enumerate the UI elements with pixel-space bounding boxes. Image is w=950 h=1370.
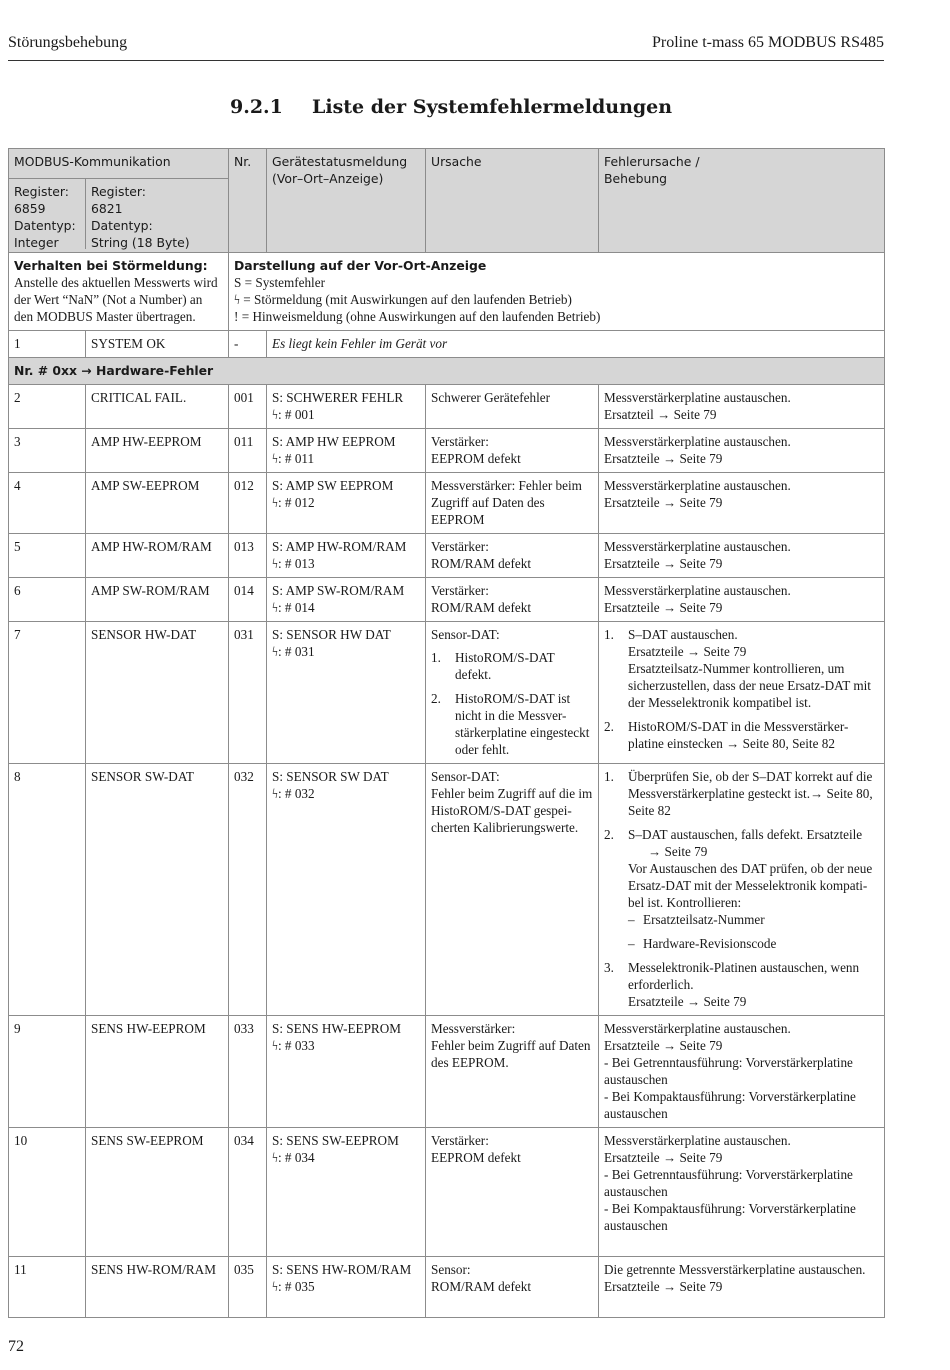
header-cause: Ursache bbox=[426, 149, 599, 253]
row-status bbox=[267, 1016, 426, 1128]
remedy-line: Ersatzteil → Seite 79 bbox=[604, 407, 717, 422]
header-reg1-type-label: Datentyp: bbox=[14, 218, 76, 233]
row-cause bbox=[426, 1257, 599, 1318]
header-register-2 bbox=[85, 179, 195, 249]
row-register-string: SENS HW-ROM/RAM bbox=[86, 1257, 229, 1318]
remedy-line: Ersatzteile → Seite 79 bbox=[604, 600, 723, 615]
cause-line: Sensor-DAT: bbox=[431, 769, 500, 784]
cause-line: Zugriff auf Daten des bbox=[431, 495, 545, 510]
behavior-text-3: den MODBUS Master übertragen. bbox=[14, 309, 196, 324]
step-number: 1. bbox=[431, 650, 441, 665]
cause-line: EEPROM defekt bbox=[431, 1150, 521, 1165]
section-number: 9.2.1 bbox=[230, 96, 283, 118]
row-register-string: SENSOR SW-DAT bbox=[86, 764, 229, 1016]
status-line: S: AMP SW-ROM/RAM bbox=[272, 583, 405, 598]
remedy-line: Ersatzteile → Seite 79 bbox=[604, 1279, 723, 1294]
remedy-line: Messverstärkerplatine austauschen. bbox=[604, 390, 791, 405]
status-line: ϟ: # 011 bbox=[272, 451, 315, 466]
row-nr: 034 bbox=[229, 1128, 267, 1257]
row-remedy bbox=[599, 622, 885, 764]
status-line: S: SENSOR SW DAT bbox=[272, 769, 389, 784]
behavior-text-2: der Wert “NaN” (Not a Number) an bbox=[14, 292, 203, 307]
cause-line: Sensor: bbox=[431, 1262, 471, 1277]
header-reg2-label: Register: bbox=[91, 184, 146, 199]
row-cause bbox=[426, 622, 599, 764]
header-reg1-type: Integer bbox=[14, 235, 59, 250]
step-line: Messelektronik-Platinen austauschen, wenn bbox=[628, 960, 860, 975]
row-status bbox=[267, 429, 426, 473]
remedy-line: Messverstärkerplatine austauschen. bbox=[604, 539, 791, 554]
row-remedy bbox=[599, 1257, 885, 1318]
status-line: ϟ: # 014 bbox=[272, 600, 315, 615]
remedy-line: Ersatzteile → Seite 79 bbox=[604, 556, 723, 571]
remedy-line: Messverstärkerplatine austauschen. bbox=[604, 1021, 791, 1036]
row-nr: 031 bbox=[229, 622, 267, 764]
cause-steps bbox=[431, 649, 593, 758]
step-line: Ersatzteile → Seite 79 bbox=[628, 994, 747, 1009]
row-remedy bbox=[599, 534, 885, 578]
cause-line: Schwerer Gerätefehler bbox=[431, 390, 550, 405]
row-status bbox=[267, 534, 426, 578]
cause-line: Messverstärker: Fehler beim bbox=[431, 478, 582, 493]
cause-line: Fehler beim Zugriff auf die im bbox=[431, 786, 593, 801]
step-number: 1. bbox=[604, 627, 614, 642]
table-row bbox=[9, 429, 885, 473]
status-line: ϟ: # 033 bbox=[272, 1038, 315, 1053]
header-reg2-type-label: Datentyp: bbox=[91, 218, 153, 233]
step-line: S–DAT austauschen. bbox=[628, 627, 738, 642]
status-line: S: SCHWERER FEHLR bbox=[272, 390, 404, 405]
row-register-int: 10 bbox=[9, 1128, 86, 1257]
row-nr: 001 bbox=[229, 385, 267, 429]
row-register-int: 11 bbox=[9, 1257, 86, 1318]
row-remedy bbox=[599, 578, 885, 622]
group-row-hardware bbox=[9, 358, 885, 385]
cause-line: ROM/RAM defekt bbox=[431, 556, 532, 571]
row-status bbox=[267, 578, 426, 622]
status-line: S: SENS HW-EEPROM bbox=[272, 1021, 401, 1036]
row-remedy bbox=[599, 1016, 885, 1128]
row-nr: 013 bbox=[229, 534, 267, 578]
status-line: S: SENS HW-ROM/RAM bbox=[272, 1262, 412, 1277]
remedy-line: - Bei Getrenntausführung: Vorverstärkerplatine bbox=[604, 1055, 853, 1070]
remedy-step bbox=[604, 768, 879, 819]
remedy-step bbox=[604, 826, 879, 952]
step-line: Ersatz-DAT mit der Messelektronik kompati- bbox=[628, 878, 868, 893]
row-nr: 032 bbox=[229, 764, 267, 1016]
header-modbus bbox=[9, 149, 229, 253]
check-item bbox=[628, 935, 879, 952]
step-line: sicherzustellen, dass der neue Ersatz-DAT mit bbox=[628, 678, 871, 693]
row-register-string: SENS HW-EEPROM bbox=[86, 1016, 229, 1128]
step-line: Überprüfen Sie, ob der S–DAT korrekt auf die bbox=[628, 769, 873, 784]
remedy-line: - Bei Kompaktausführung: Vorverstärkerplatine bbox=[604, 1089, 856, 1104]
remedy-line: Messverstärkerplatine austauschen. bbox=[604, 434, 791, 449]
remedy-line: Ersatzteile → Seite 79 bbox=[604, 1038, 723, 1053]
table-row bbox=[9, 1128, 885, 1257]
step-line: der Messelektronik kompatibel ist. bbox=[628, 695, 812, 710]
row-register-int: 2 bbox=[9, 385, 86, 429]
display-legend-cell bbox=[229, 253, 885, 331]
row-remedy bbox=[599, 764, 885, 1016]
remedy-line: - Bei Getrenntausführung: Vorverstärkerplatine bbox=[604, 1167, 853, 1182]
row-register-int: 3 bbox=[9, 429, 86, 473]
remedy-line: Messverstärkerplatine austauschen. bbox=[604, 583, 791, 598]
row-status bbox=[267, 1257, 426, 1318]
step-number: 2. bbox=[604, 719, 614, 734]
page-number: 72 bbox=[8, 1338, 24, 1355]
status-line: ϟ: # 013 bbox=[272, 556, 315, 571]
row-remedy bbox=[599, 429, 885, 473]
step-line: Messverstärkerplatine gesteckt ist.→ Seite 80, bbox=[628, 786, 873, 801]
behavior-row bbox=[9, 253, 885, 331]
header-register-1 bbox=[9, 179, 85, 249]
row-cause bbox=[426, 578, 599, 622]
step-number: 1. bbox=[604, 769, 614, 784]
remedy-line: austauschen bbox=[604, 1072, 668, 1087]
page-header bbox=[8, 30, 884, 61]
step-line: stärkerplatine eingesteckt bbox=[455, 725, 590, 740]
header-product: Proline t-mass 65 MODBUS RS485 bbox=[651, 34, 884, 51]
step-line: platine einstecken → Seite 80, Seite 82 bbox=[628, 736, 835, 751]
remedy-line: austauschen bbox=[604, 1218, 668, 1233]
status-line: S: SENS SW-EEPROM bbox=[272, 1133, 399, 1148]
row-register-int: 1 bbox=[9, 331, 86, 358]
row-cause bbox=[426, 385, 599, 429]
table-row bbox=[9, 578, 885, 622]
cause-line: Fehler beim Zugriff auf Daten bbox=[431, 1038, 591, 1053]
step-line: Seite 82 bbox=[628, 803, 671, 818]
step-line: → Seite 79 bbox=[648, 844, 708, 859]
table-row bbox=[9, 622, 885, 764]
system-error-table bbox=[8, 148, 885, 1318]
remedy-line: Ersatzteile → Seite 79 bbox=[604, 1150, 723, 1165]
cause-line: ROM/RAM defekt bbox=[431, 1279, 532, 1294]
step-line: erforderlich. bbox=[628, 977, 694, 992]
section-title-text: Liste der Systemfehlermeldungen bbox=[312, 96, 673, 118]
row-cause bbox=[426, 1016, 599, 1128]
remedy-steps bbox=[604, 768, 879, 1010]
display-legend-notice: ! = Hinweismeldung (ohne Auswirkungen auf den laufenden Betrieb) bbox=[234, 309, 601, 324]
header-reg1-value: 6859 bbox=[14, 201, 46, 216]
cause-line: Verstärker: bbox=[431, 539, 489, 554]
row-status bbox=[267, 1128, 426, 1257]
remedy-step bbox=[604, 718, 879, 752]
table-row bbox=[9, 473, 885, 534]
cause-line: Sensor-DAT: bbox=[431, 627, 500, 642]
row-cause bbox=[426, 534, 599, 578]
header-reg1-label: Register: bbox=[14, 184, 69, 199]
row-register-string: SENSOR HW-DAT bbox=[86, 622, 229, 764]
table-row bbox=[9, 534, 885, 578]
remedy-line: Ersatzteile → Seite 79 bbox=[604, 495, 723, 510]
remedy-step bbox=[604, 959, 879, 1010]
header-status-line1: Gerätestatusmeldung bbox=[272, 154, 408, 169]
header-reg2-value: 6821 bbox=[91, 201, 123, 216]
cause-line: HistoROM/S-DAT gespei- bbox=[431, 803, 572, 818]
row-register-int: 9 bbox=[9, 1016, 86, 1128]
row-register-string: SENS SW-EEPROM bbox=[86, 1128, 229, 1257]
remedy-line: austauschen bbox=[604, 1184, 668, 1199]
row-cause bbox=[426, 429, 599, 473]
header-remedy-line1: Fehlerursache / bbox=[604, 154, 700, 169]
step-line: Ersatzteilsatz-Nummer kontrollieren, um bbox=[628, 661, 845, 676]
dash-mark: – bbox=[628, 936, 635, 951]
row-register-int: 5 bbox=[9, 534, 86, 578]
status-line: S: AMP SW EEPROM bbox=[272, 478, 394, 493]
cause-line: Verstärker: bbox=[431, 1133, 489, 1148]
step-line: S–DAT austauschen, falls defekt. Ersatzteile bbox=[628, 827, 863, 842]
check-item-text: Hardware-Revisionscode bbox=[643, 936, 777, 951]
cause-step bbox=[431, 649, 593, 683]
row-register-string: SYSTEM OK bbox=[86, 331, 229, 358]
row-remedy bbox=[599, 385, 885, 429]
row-status bbox=[267, 473, 426, 534]
display-legend-fault: ϟ = Störmeldung (mit Auswirkungen auf den laufenden Betrieb) bbox=[234, 292, 572, 307]
step-number: 2. bbox=[431, 691, 441, 706]
display-legend-title: Darstellung auf der Vor-Ort-Anzeige bbox=[234, 258, 487, 273]
remedy-line: - Bei Kompaktausführung: Vorverstärkerplatine bbox=[604, 1201, 856, 1216]
status-line: ϟ: # 031 bbox=[272, 644, 315, 659]
step-line: bel ist. Kontrollieren: bbox=[628, 895, 742, 910]
remedy-line: Ersatzteile → Seite 79 bbox=[604, 451, 723, 466]
row-register-string: AMP SW-ROM/RAM bbox=[86, 578, 229, 622]
header-register-cells bbox=[9, 178, 228, 249]
row-cause bbox=[426, 473, 599, 534]
behavior-cell bbox=[9, 253, 229, 331]
cause-step bbox=[431, 690, 593, 758]
step-line: HistoROM/S-DAT ist bbox=[455, 691, 571, 706]
cause-line: Messverstärker: bbox=[431, 1021, 516, 1036]
row-remedy bbox=[599, 1128, 885, 1257]
cause-line: des EEPROM. bbox=[431, 1055, 509, 1070]
cause-line: Verstärker: bbox=[431, 583, 489, 598]
status-line: ϟ: # 001 bbox=[272, 407, 315, 422]
section-title bbox=[230, 96, 672, 118]
status-line: S: AMP HW-ROM/RAM bbox=[272, 539, 407, 554]
table-row bbox=[9, 764, 885, 1016]
header-chapter: Störungsbehebung bbox=[8, 34, 128, 51]
row-register-string: AMP HW-ROM/RAM bbox=[86, 534, 229, 578]
row-status bbox=[267, 764, 426, 1016]
status-line: ϟ: # 035 bbox=[272, 1279, 315, 1294]
row-register-int: 6 bbox=[9, 578, 86, 622]
table-header-row bbox=[9, 149, 885, 253]
cause-line: cherten Kalibrierungswerte. bbox=[431, 820, 579, 835]
header-remedy bbox=[599, 149, 885, 253]
row-register-string: CRITICAL FAIL. bbox=[86, 385, 229, 429]
display-legend-system: S = Systemfehler bbox=[234, 275, 325, 290]
header-modbus-label: MODBUS-Kommunikation bbox=[14, 154, 171, 169]
step-line: oder fehlt. bbox=[455, 742, 510, 757]
remedy-line: Messverstärkerplatine austauschen. bbox=[604, 478, 791, 493]
remedy-step bbox=[604, 626, 879, 711]
status-line: ϟ: # 032 bbox=[272, 786, 315, 801]
row-nr: 014 bbox=[229, 578, 267, 622]
row-nr: 012 bbox=[229, 473, 267, 534]
header-reg2-type: String (18 Byte) bbox=[91, 235, 190, 250]
row-nr: 011 bbox=[229, 429, 267, 473]
behavior-text-1: Anstelle des aktuellen Messwerts wird bbox=[14, 275, 218, 290]
row-nr: 033 bbox=[229, 1016, 267, 1128]
row-register-int: 4 bbox=[9, 473, 86, 534]
step-line: defekt. bbox=[455, 667, 492, 682]
header-status bbox=[267, 149, 426, 253]
check-item bbox=[628, 911, 879, 928]
step-line: HistoROM/S-DAT bbox=[455, 650, 555, 665]
row-register-int: 8 bbox=[9, 764, 86, 1016]
row-cause bbox=[426, 1128, 599, 1257]
row-note: Es liegt kein Fehler im Gerät vor bbox=[267, 331, 885, 358]
header-remedy-line2: Behebung bbox=[604, 171, 668, 186]
row-nr: - bbox=[229, 331, 267, 358]
table-row bbox=[9, 331, 885, 358]
remedy-line: Messverstärkerplatine austauschen. bbox=[604, 1133, 791, 1148]
row-nr: 035 bbox=[229, 1257, 267, 1318]
header-nr: Nr. bbox=[229, 149, 267, 253]
remedy-line: Die getrennte Messverstärkerplatine austauschen. bbox=[604, 1262, 866, 1277]
remedy-steps bbox=[604, 626, 879, 752]
cause-line: Verstärker: bbox=[431, 434, 489, 449]
step-line: Ersatzteile → Seite 79 bbox=[628, 644, 747, 659]
step-line: Vor Austauschen des DAT prüfen, ob der neue bbox=[628, 861, 873, 876]
status-line: S: AMP HW EEPROM bbox=[272, 434, 396, 449]
status-line: S: SENSOR HW DAT bbox=[272, 627, 391, 642]
row-register-string: AMP SW-EEPROM bbox=[86, 473, 229, 534]
row-register-string: AMP HW-EEPROM bbox=[86, 429, 229, 473]
step-line: HistoROM/S-DAT in die Messverstärker- bbox=[628, 719, 849, 734]
dash-mark: – bbox=[628, 912, 635, 927]
behavior-title: Verhalten bei Störmeldung: bbox=[14, 258, 208, 273]
row-status bbox=[267, 385, 426, 429]
cause-line: ROM/RAM defekt bbox=[431, 600, 532, 615]
row-status bbox=[267, 622, 426, 764]
status-line: ϟ: # 012 bbox=[272, 495, 315, 510]
table-row bbox=[9, 1016, 885, 1128]
row-register-int: 7 bbox=[9, 622, 86, 764]
check-list bbox=[628, 911, 879, 952]
row-cause bbox=[426, 764, 599, 1016]
table-row bbox=[9, 385, 885, 429]
cause-line: EEPROM defekt bbox=[431, 451, 521, 466]
step-number: 3. bbox=[604, 960, 614, 975]
table-row bbox=[9, 1257, 885, 1318]
group-title: Nr. # 0xx → Hardware-Fehler bbox=[9, 358, 885, 385]
header-status-line2: (Vor–Ort–Anzeige) bbox=[272, 171, 384, 186]
step-number: 2. bbox=[604, 827, 614, 842]
check-item-text: Ersatzteilsatz-Nummer bbox=[643, 912, 765, 927]
row-remedy bbox=[599, 473, 885, 534]
status-line: ϟ: # 034 bbox=[272, 1150, 315, 1165]
cause-line: EEPROM bbox=[431, 512, 485, 527]
step-line: nicht in die Messver- bbox=[455, 708, 567, 723]
remedy-line: austauschen bbox=[604, 1106, 668, 1121]
